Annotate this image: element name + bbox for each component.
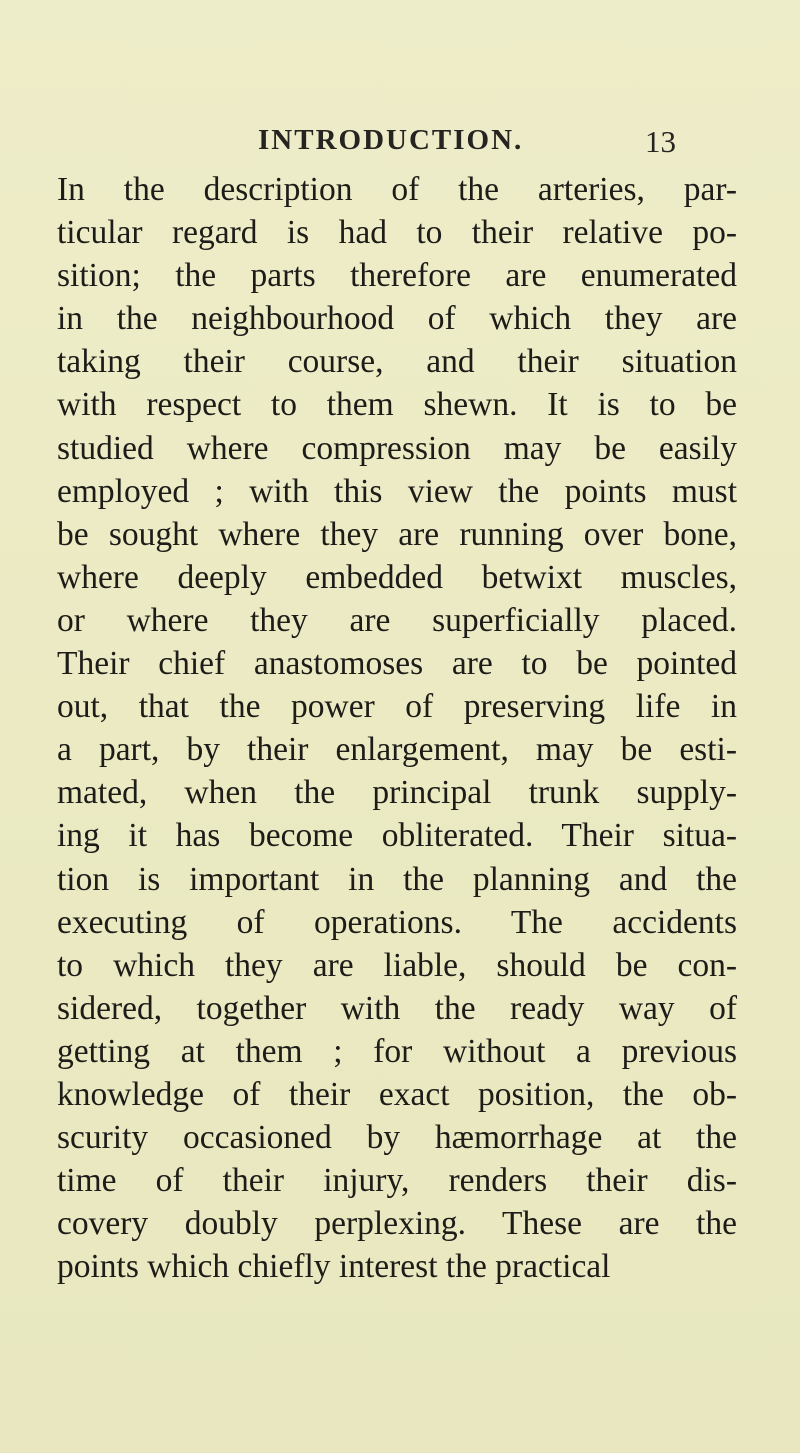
text-line: ticular regard is had to their relative po-	[57, 214, 737, 252]
running-title: INTRODUCTION.	[258, 124, 524, 156]
text-line: mated, when the principal trunk supply-	[57, 774, 737, 812]
text-line: studied where compression may be easily	[57, 429, 737, 467]
text-line: time of their injury, renders their dis-	[57, 1162, 737, 1200]
running-head	[0, 124, 800, 164]
text-line: taking their course, and their situation	[57, 343, 737, 381]
text-line: scurity occasioned by hæmorrhage at the	[57, 1119, 737, 1157]
text-line: be sought where they are running over bone,	[57, 515, 737, 553]
text-line: covery doubly perplexing. These are the	[57, 1205, 737, 1243]
body-paragraph	[57, 168, 737, 1288]
text-line: Their chief anastomoses are to be pointed	[57, 645, 737, 683]
text-line: in the neighbourhood of which they are	[57, 300, 737, 338]
text-line: In the description of the arteries, par-	[57, 171, 737, 208]
text-line: sition; the parts therefore are enumerated	[57, 257, 737, 295]
text-line: sidered, together with the ready way of	[57, 989, 737, 1027]
text-line: knowledge of their exact position, the ob-	[57, 1075, 737, 1113]
text-line: out, that the power of preserving life in	[57, 688, 737, 726]
text-line: points which chiefly interest the practical	[57, 1248, 611, 1286]
text-line: or where they are superficially placed.	[57, 601, 737, 639]
text-line: tion is important in the planning and the	[57, 860, 737, 898]
text-line: executing of operations. The accidents	[57, 903, 737, 941]
text-line: where deeply embedded betwixt muscles,	[57, 558, 737, 596]
text-line: to which they are liable, should be con-	[57, 946, 737, 984]
text-line: a part, by their enlargement, may be esti-	[57, 731, 737, 769]
text-line: getting at them ; for without a previous	[57, 1032, 737, 1070]
text-line: ing it has become obliterated. Their situa-	[57, 817, 737, 855]
text-line: employed ; with this view the points must	[57, 472, 737, 510]
text-line: with respect to them shewn. It is to be	[57, 386, 737, 424]
page-number: 13	[645, 124, 676, 159]
